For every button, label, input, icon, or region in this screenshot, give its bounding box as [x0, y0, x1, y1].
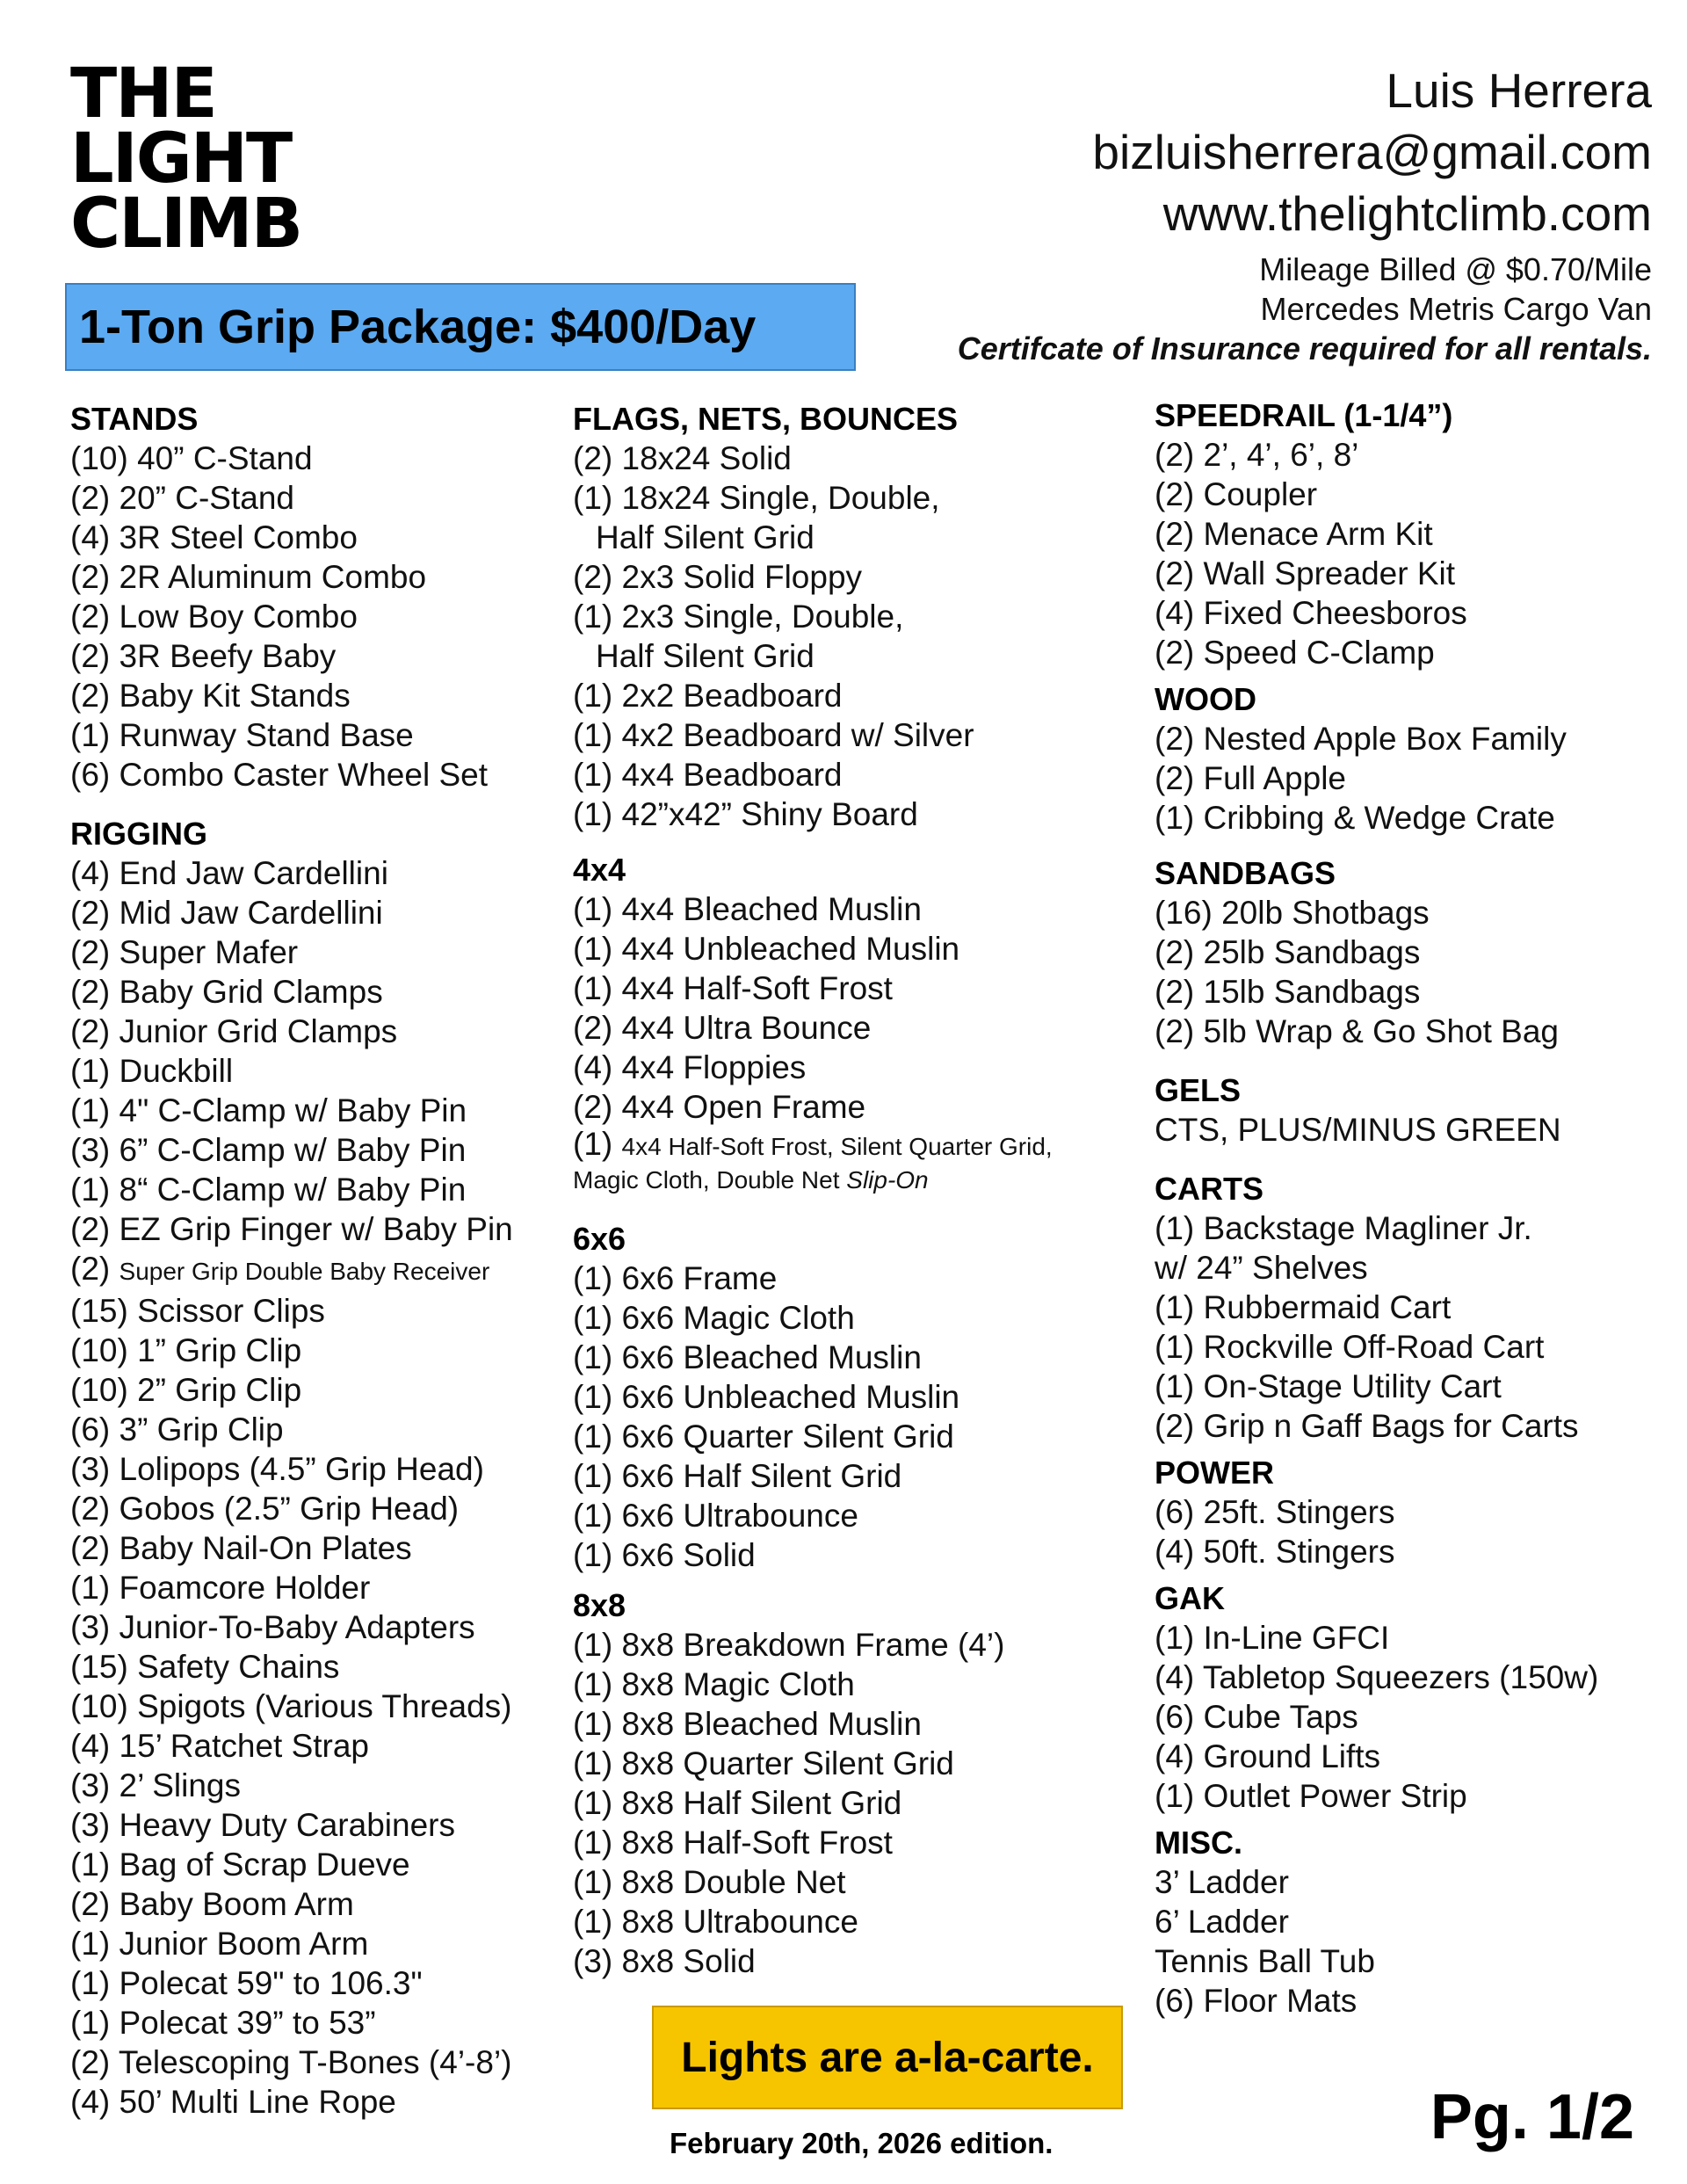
rigging-list-b	[70, 1291, 513, 2122]
section-title-stands: STANDS	[70, 401, 199, 437]
logo-line-3: CLIMB	[70, 185, 302, 264]
list-item	[573, 1165, 1053, 1196]
section-title-speedrail: SPEEDRAIL (1-1/4”)	[1155, 397, 1453, 433]
list-item: (1) Outlet Power Strip	[1155, 1778, 1467, 1814]
rental-notes	[958, 250, 1652, 368]
section-title-6x6: 6x6	[573, 1221, 626, 1257]
list-item: (2) Full Apple	[1155, 760, 1346, 796]
contact-email[interactable]: bizluisherrera@gmail.com	[1092, 125, 1652, 179]
list-item: (1) Junior Boom Arm	[70, 1926, 369, 1962]
list-item: (6) Combo Caster Wheel Set	[70, 757, 489, 793]
list-item: (15) Safety Chains	[70, 1649, 340, 1685]
section-title-8x8: 8x8	[573, 1587, 626, 1623]
list-item: (2) Telescoping T-Bones (4’-8’)	[70, 2044, 512, 2080]
list-item: (4) 4x4 Floppies	[573, 1049, 807, 1085]
list-item: (1) 8x8 Half-Soft Frost	[573, 1825, 893, 1861]
list-item: 3’ Ladder	[1155, 1864, 1289, 1900]
list-item: (3) 8x8 Solid	[573, 1943, 756, 1979]
list-item: (1) 8“ C-Clamp w/ Baby Pin	[70, 1172, 467, 1208]
list-item: (6) Cube Taps	[1155, 1699, 1358, 1735]
list-item: (1) 8x8 Ultrabounce	[573, 1904, 858, 1940]
list-item	[573, 1127, 1053, 1165]
logo-line-2: LIGHT	[70, 120, 292, 199]
list-item: (2) 2R Aluminum Combo	[70, 559, 427, 595]
list-item: Half Silent Grid	[596, 519, 815, 555]
list-item: (1) 18x24 Single, Double,	[573, 480, 940, 516]
list-item: (2) 4x4 Open Frame	[573, 1089, 866, 1125]
column-2	[573, 399, 1053, 1981]
section-title-flags: FLAGS, NETS, BOUNCES	[573, 401, 959, 437]
receiver-qty: (2)	[70, 1251, 111, 1287]
list-item: (1) Foamcore Holder	[70, 1570, 371, 1606]
list-item: (10) 2” Grip Clip	[70, 1372, 302, 1408]
section-title-4x4: 4x4	[573, 852, 626, 888]
list-item: (2) 2’, 4’, 6’, 8’	[1155, 437, 1359, 473]
list-item: (1) Runway Stand Base	[70, 717, 414, 753]
section-title-gels: GELS	[1155, 1072, 1242, 1108]
slip-qty: (1)	[573, 1126, 613, 1162]
mileage-note: Mileage Billed @ $0.70/Mile	[1259, 251, 1652, 287]
section-title-carts: CARTS	[1155, 1171, 1263, 1207]
list-item: (2) 20” C-Stand	[70, 480, 294, 516]
list-item: (1) 6x6 Unbleached Muslin	[573, 1379, 960, 1415]
list-item: (6) 3” Grip Clip	[70, 1411, 284, 1448]
list-item: (1) 2x2 Beadboard	[573, 678, 843, 714]
slip-line-1: 4x4 Half-Soft Frost, Silent Quarter Grid,	[621, 1133, 1053, 1160]
section-title-sandbags: SANDBAGS	[1155, 855, 1336, 891]
list-item: (2) Gobos (2.5” Grip Head)	[70, 1491, 460, 1527]
list-item: (4) Fixed Cheesboros	[1155, 595, 1467, 631]
list-item: (3) 6” C-Clamp w/ Baby Pin	[70, 1132, 467, 1168]
list-item: (1) 8x8 Quarter Silent Grid	[573, 1745, 954, 1781]
list-item: (4) 50’ Multi Line Rope	[70, 2084, 396, 2120]
logo-line-1: THE	[70, 54, 216, 134]
list-item: (1) 2x3 Single, Double,	[573, 599, 904, 635]
list-item: (1) 8x8 Half Silent Grid	[573, 1785, 902, 1821]
list-item: (1) 4x2 Beadboard w/ Silver	[573, 717, 974, 753]
list-item: (2) Menace Arm Kit	[1155, 516, 1433, 552]
list-item: (2) Baby Boom Arm	[70, 1886, 354, 1922]
section-title-misc: MISC.	[1155, 1825, 1243, 1861]
sandbags-list	[1155, 893, 1598, 1051]
list-item: 6’ Ladder	[1155, 1904, 1289, 1940]
list-item: (2) 3R Beefy Baby	[70, 638, 337, 674]
list-item: (2) 2x3 Solid Floppy	[573, 559, 863, 595]
list-item: (1) 4x4 Beadboard	[573, 757, 843, 793]
list-item: CTS, PLUS/MINUS GREEN	[1155, 1112, 1561, 1148]
receiver-name: Super Grip Double Baby Receiver	[119, 1258, 490, 1285]
list-item	[70, 1249, 513, 1291]
list-item: (1) 6x6 Half Silent Grid	[573, 1458, 902, 1494]
list-item: (1) In-Line GFCI	[1155, 1620, 1390, 1656]
list-item: (2) Nested Apple Box Family	[1155, 721, 1567, 757]
list-item: (2) Wall Spreader Kit	[1155, 555, 1456, 591]
six-list	[573, 1259, 1053, 1575]
slip-line-2: Magic Cloth, Double Net	[573, 1166, 847, 1194]
four-list	[573, 889, 1053, 1127]
list-item: (2) Super Mafer	[70, 934, 299, 970]
list-item: (1) 6x6 Solid	[573, 1537, 756, 1573]
list-item: (2) Junior Grid Clamps	[70, 1013, 398, 1049]
list-item: (4) 15’ Ratchet Strap	[70, 1728, 370, 1764]
list-item: (6) 25ft. Stingers	[1155, 1494, 1395, 1530]
contact-website[interactable]: www.thelightclimb.com	[1162, 186, 1652, 241]
contact-name: Luis Herrera	[1386, 63, 1652, 118]
list-item: (1) Bag of Scrap Dueve	[70, 1847, 410, 1883]
list-item: (2) Coupler	[1155, 476, 1318, 512]
list-item: (15) Scissor Clips	[70, 1293, 325, 1329]
list-item: (3) Lolipops (4.5” Grip Head)	[70, 1451, 484, 1487]
list-item: (2) EZ Grip Finger w/ Baby Pin	[70, 1211, 513, 1247]
list-item: (2) 5lb Wrap & Go Shot Bag	[1155, 1013, 1559, 1049]
list-item: (2) Baby Nail-On Plates	[70, 1530, 412, 1566]
list-item: (1) 8x8 Magic Cloth	[573, 1666, 855, 1702]
list-item: (1) 6x6 Quarter Silent Grid	[573, 1419, 954, 1455]
list-item: (10) Spigots (Various Threads)	[70, 1688, 512, 1724]
section-title-gak: GAK	[1155, 1580, 1225, 1616]
list-item: (2) 18x24 Solid	[573, 440, 792, 476]
misc-list	[1155, 1862, 1598, 2021]
power-list	[1155, 1492, 1598, 1571]
list-item: (4) End Jaw Cardellini	[70, 855, 388, 891]
list-item: (2) Grip n Gaff Bags for Carts	[1155, 1408, 1579, 1444]
list-item: (16) 20lb Shotbags	[1155, 895, 1430, 931]
list-item: (1) Polecat 59" to 106.3"	[70, 1965, 423, 2001]
logo	[70, 54, 302, 264]
list-item: (1) 4x4 Unbleached Muslin	[573, 931, 960, 967]
list-item: (1) 6x6 Bleached Muslin	[573, 1339, 922, 1375]
rigging-list-a	[70, 853, 513, 1249]
gak-list	[1155, 1618, 1598, 1816]
section-title-wood: WOOD	[1155, 681, 1256, 717]
speedrail-list	[1155, 435, 1598, 672]
list-item: (1) 8x8 Double Net	[573, 1864, 846, 1900]
list-item: (4) Ground Lifts	[1155, 1738, 1381, 1774]
list-item: (1) 4" C-Clamp w/ Baby Pin	[70, 1092, 467, 1128]
list-item: (4) 50ft. Stingers	[1155, 1534, 1395, 1570]
list-item: Half Silent Grid	[596, 638, 815, 674]
list-item: (1) 6x6 Frame	[573, 1260, 778, 1296]
eight-list	[573, 1625, 1053, 1981]
page-number: Pg. 1/2	[1430, 2082, 1634, 2152]
list-item: (1) 4x4 Half-Soft Frost	[573, 970, 893, 1006]
section-title-rigging: RIGGING	[70, 816, 208, 852]
list-item: (1) Backstage Magliner Jr.	[1155, 1210, 1532, 1246]
list-item: (10) 1” Grip Clip	[70, 1332, 302, 1368]
list-item: (2) 4x4 Ultra Bounce	[573, 1010, 872, 1046]
list-item: Tennis Ball Tub	[1155, 1943, 1375, 1979]
carts-list	[1155, 1208, 1598, 1446]
list-item: (1) 8x8 Bleached Muslin	[573, 1706, 922, 1742]
van-note: Mercedes Metris Cargo Van	[1260, 291, 1652, 327]
contact-block	[1092, 60, 1652, 244]
list-item: (1) On-Stage Utility Cart	[1155, 1368, 1502, 1404]
list-item: (1) Rubbermaid Cart	[1155, 1289, 1452, 1325]
flags-list	[573, 439, 1053, 834]
section-title-power: POWER	[1155, 1455, 1275, 1491]
list-item: (1) 6x6 Ultrabounce	[573, 1498, 858, 1534]
column-3	[1155, 395, 1598, 2021]
lights-banner: Lights are a-la-carte.	[652, 2006, 1123, 2109]
list-item: (3) Heavy Duty Carabiners	[70, 1807, 455, 1843]
list-item: (1) 8x8 Breakdown Frame (4’)	[573, 1627, 1005, 1663]
package-title-banner: 1-Ton Grip Package: $400/Day	[65, 283, 856, 371]
column-1	[70, 399, 513, 2122]
list-item: (4) Tabletop Squeezers (150w)	[1155, 1659, 1599, 1695]
list-item: (4) 3R Steel Combo	[70, 519, 358, 555]
wood-list	[1155, 719, 1598, 838]
list-item: (1) 6x6 Magic Cloth	[573, 1300, 855, 1336]
stands-list	[70, 439, 513, 795]
list-item: (2) Mid Jaw Cardellini	[70, 895, 383, 931]
list-item: (2) Baby Kit Stands	[70, 678, 351, 714]
list-item: (2) Speed C-Clamp	[1155, 635, 1435, 671]
list-item: (2) Baby Grid Clamps	[70, 974, 383, 1010]
list-item: (10) 40” C-Stand	[70, 440, 313, 476]
slip-on-label: Slip-On	[846, 1166, 929, 1194]
gels-list	[1155, 1110, 1598, 1150]
list-item: w/ 24” Shelves	[1155, 1250, 1368, 1286]
list-item: (1) 42”x42” Shiny Board	[573, 796, 918, 832]
list-item: (6) Floor Mats	[1155, 1983, 1358, 2019]
list-item: (3) 2’ Slings	[70, 1767, 241, 1803]
insurance-note: Certifcate of Insurance required for all rentals.	[957, 330, 1652, 366]
list-item: (1) Rockville Off-Road Cart	[1155, 1329, 1545, 1365]
list-item: (1) Cribbing & Wedge Crate	[1155, 800, 1555, 836]
list-item: (1) Duckbill	[70, 1053, 234, 1089]
list-item: (2) 25lb Sandbags	[1155, 934, 1421, 970]
list-item: (1) Polecat 39” to 53”	[70, 2005, 376, 2041]
list-item: (2) Low Boy Combo	[70, 599, 358, 635]
list-item: (3) Junior-To-Baby Adapters	[70, 1609, 475, 1645]
list-item: (2) 15lb Sandbags	[1155, 974, 1421, 1010]
edition-date: February 20th, 2026 edition.	[670, 2127, 1053, 2159]
list-item: (1) 4x4 Bleached Muslin	[573, 891, 922, 927]
